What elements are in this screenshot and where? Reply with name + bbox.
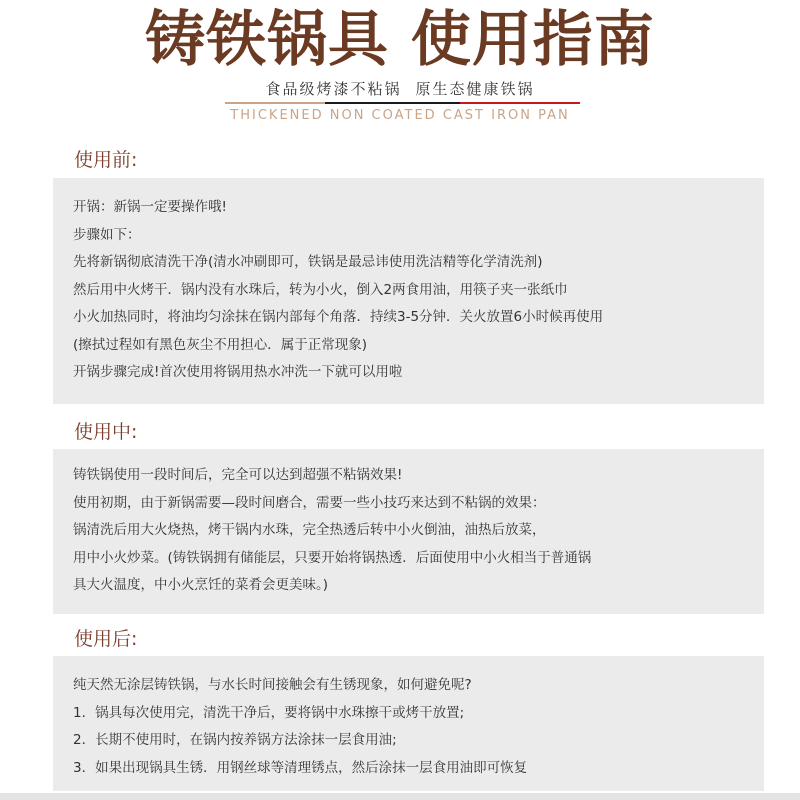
text-line: 步骤如下： [73,226,141,243]
text-line: (擦拭过程如有黑色灰尘不用担心．属于正常现象) [73,336,368,353]
english-subtitle: THICKENED NON COATED CAST IRON PAN [230,108,570,123]
section-box-before-use [53,178,764,404]
text-line: 开锅：新锅一定要操作哦! [73,199,227,215]
text-line: 3．如果出现锅具生锈．用钢丝球等清理锈点，然后涂抹一层食用油即可恢复 [73,759,528,776]
subtitle-left: 食品级烤漆不粘锅 [265,80,402,98]
text-line: 小火加热同时，将油均匀涂抹在锅内部每个角落．持续3-5分钟．关火放置6小时候再使用 [73,309,604,325]
text-line: 纯天然无涂层铸铁锅，与水长时间接触会有生锈现象，如何避免呢? [73,677,472,693]
text-line: 然后用中火烤干．锅内没有水珠后，转为小火，倒入2两食用油，用筷子夹一张纸巾 [73,281,568,298]
text-line: 开锅步骤完成!首次使用将锅用热水冲洗一下就可以用啦 [73,364,403,380]
stripe-tan [225,102,325,104]
section-heading-during-use: 使用中: [74,421,138,443]
text-line: 用中小火炒菜。(铸铁锅拥有储能层，只要开始将锅热透．后面使用中小火相当于普通锅 [73,549,592,566]
text-line: 锅清洗后用大火烧热，烤干锅内水珠，完全热透后转中小火倒油，油热后放菜， [73,522,546,538]
text-line: 2．长期不使用时，在锅内按养锅方法涂抹一层食用油; [73,732,397,748]
text-line: 具大火温度，中小火烹饪的菜肴会更美味。) [73,577,329,593]
stripe-black [325,102,460,104]
text-line: 使用初期，由于新锅需要—段时间磨合，需要一些小技巧来达到不粘锅的效果： [73,494,546,511]
page-title: 铸铁锅具 使用指南 [145,5,655,75]
subtitle-right: 原生态健康铁锅 [415,80,535,98]
subtitle [0,78,800,100]
text-line: 铸铁锅使用一段时间后，完全可以达到超强不粘锅效果! [73,467,403,483]
section-box-during-use [53,449,764,614]
text-line: 1．锅具每次使用完，清洗干净后，要将锅中水珠擦干或烤干放置; [73,704,465,721]
stripe-red [460,102,580,104]
bottom-divider [0,793,800,800]
section-heading-before-use: 使用前: [74,149,138,171]
text-line: 先将新锅彻底清洗干净(清水冲刷即可，铁锅是最忌讳使用洗洁精等化学清洗剂) [73,254,543,270]
section-box-after-use [53,656,764,791]
section-heading-after-use: 使用后: [74,628,138,650]
